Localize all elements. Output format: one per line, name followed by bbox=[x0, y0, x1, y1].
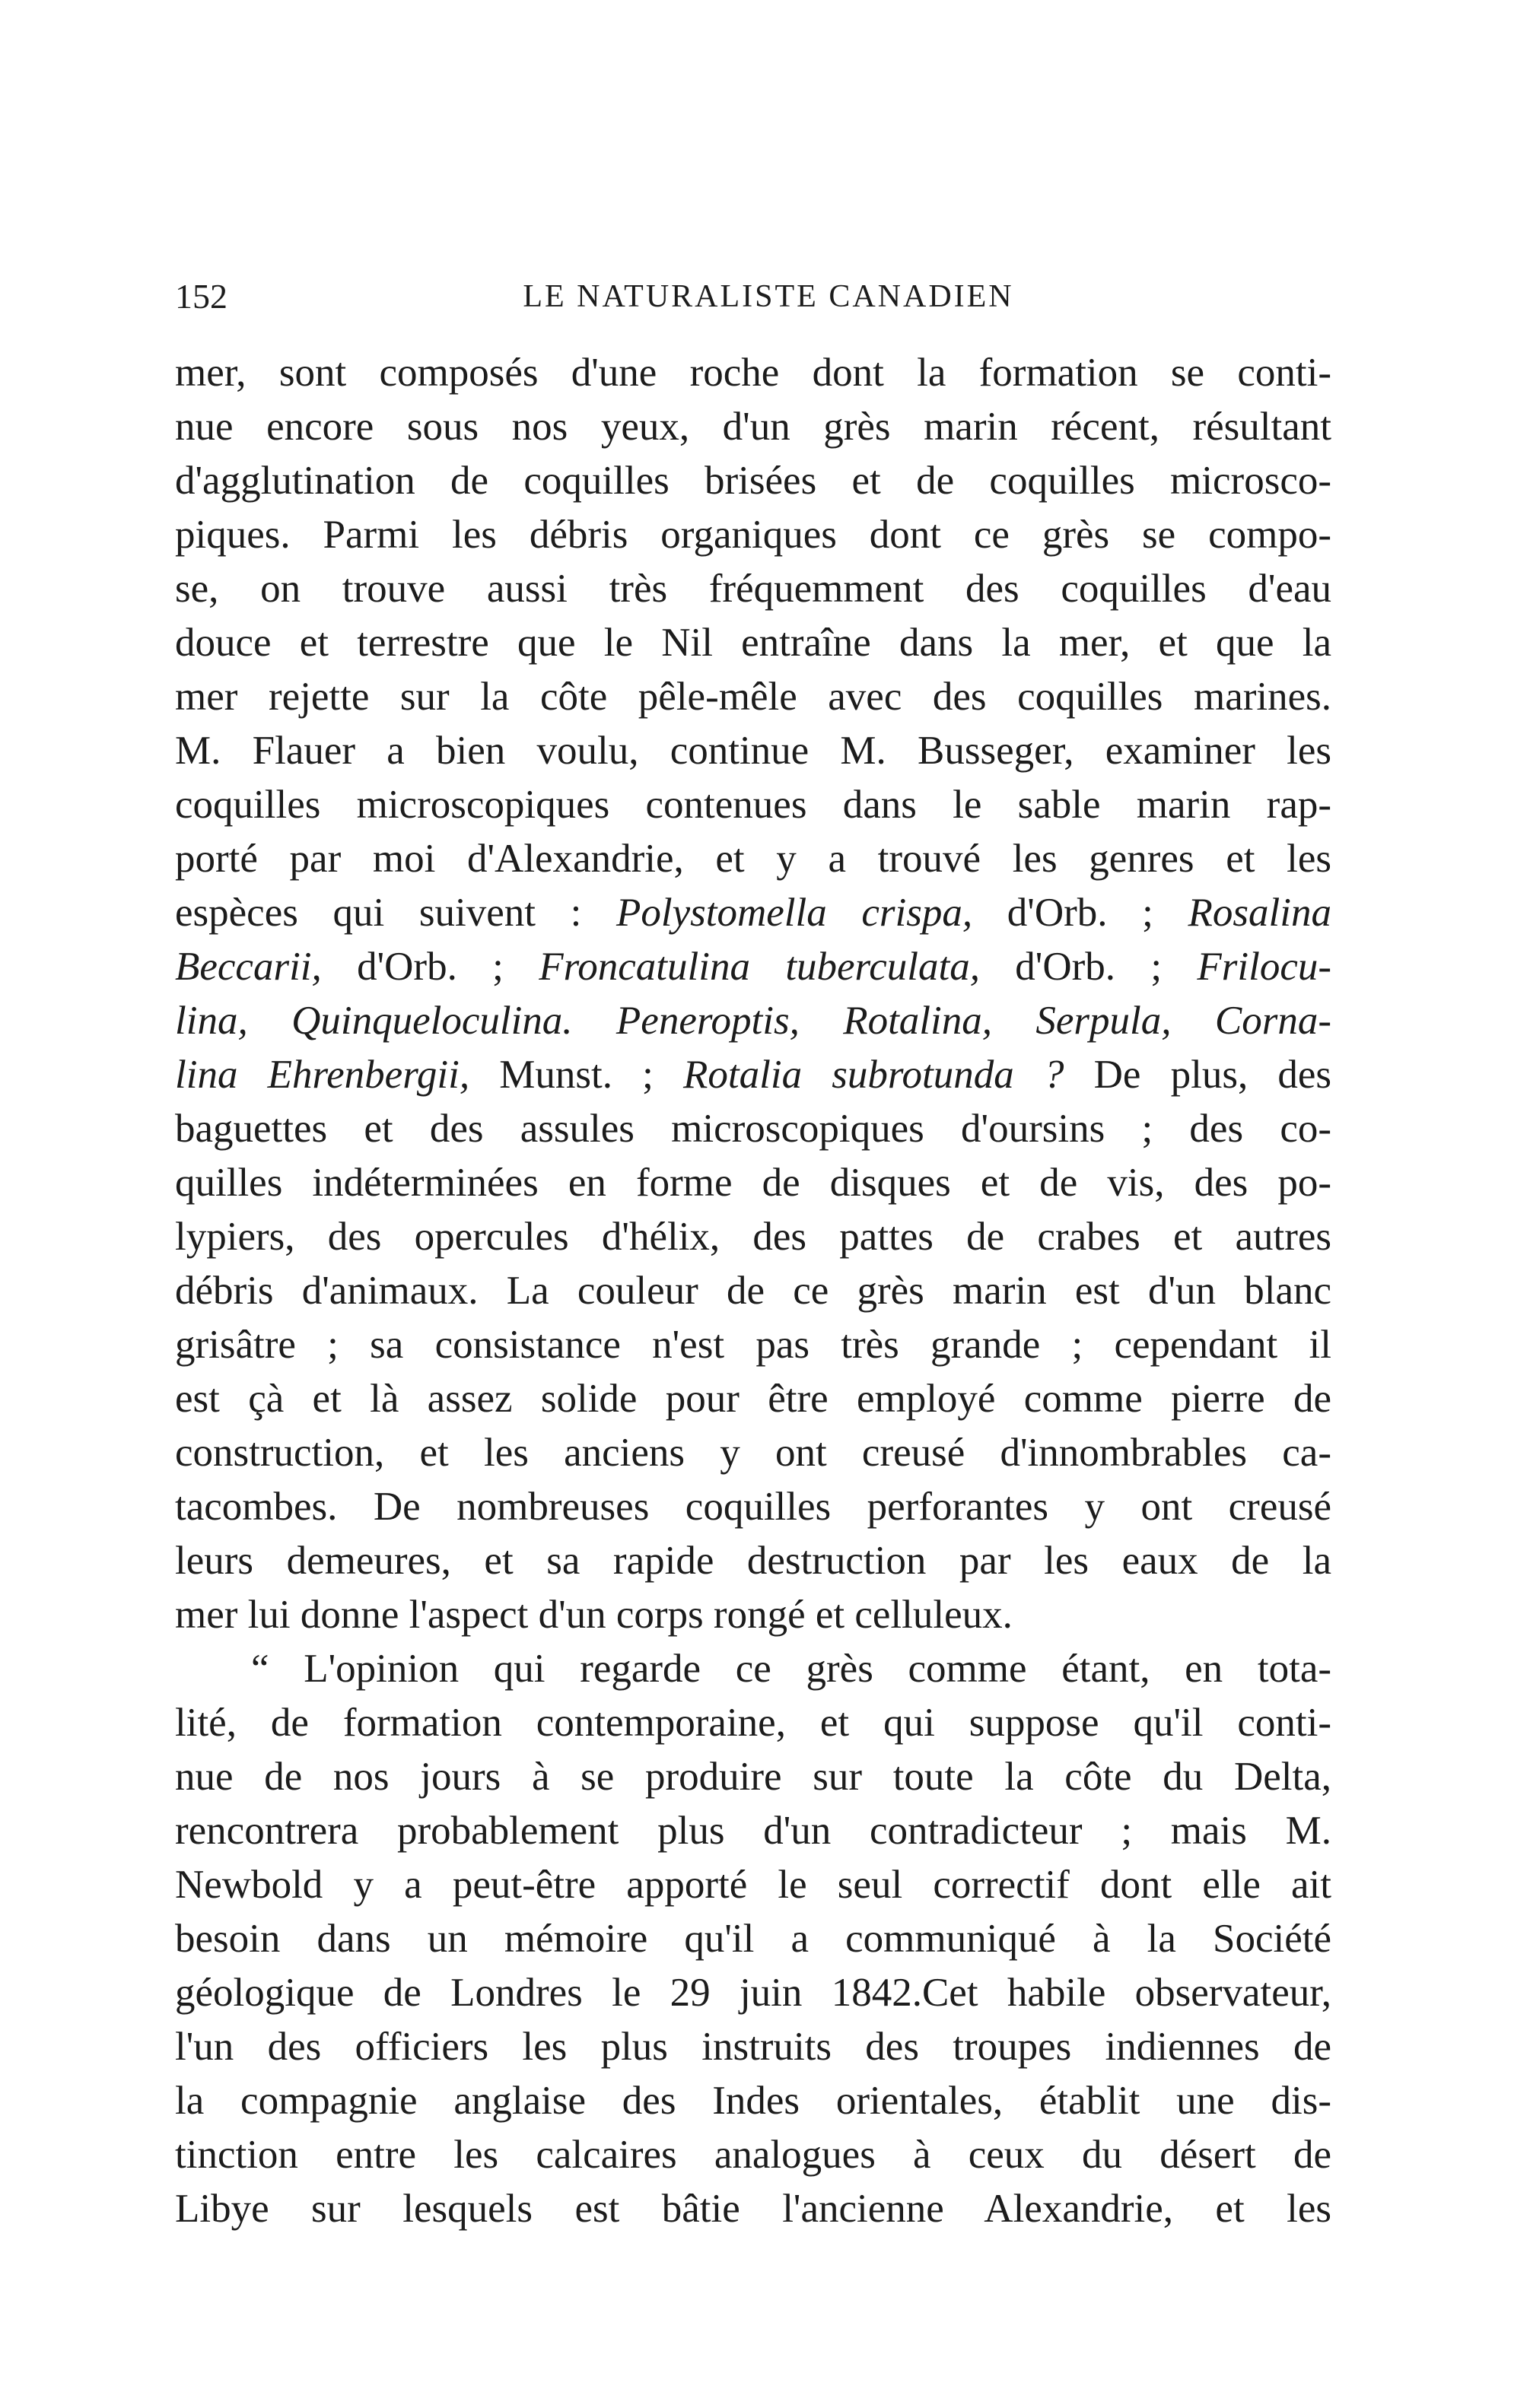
text-line: l'un des officiers les plus instruits des troupes indiennes de bbox=[175, 2025, 1331, 2069]
species-name: Rotalia subrotunda ? bbox=[683, 1053, 1064, 1097]
text-line-species bbox=[175, 940, 1331, 994]
text-line: d'agglutination de coquilles brisées et de coquilles microsco- bbox=[175, 459, 1331, 503]
line-text: Munst. ; bbox=[469, 1053, 654, 1097]
text-line: tinction entre les calcaires analogues à ceux du désert de bbox=[175, 2133, 1331, 2177]
species-name: Polystomella crispa, bbox=[616, 891, 973, 935]
text-line: mer rejette sur la côte pêle-mêle avec des coquilles marines. bbox=[175, 675, 1331, 719]
text-line: rencontrera probablement plus d'un contradicteur ; mais M. bbox=[175, 1809, 1331, 1853]
text-line: coquilles microscopiques contenues dans le sable marin rap- bbox=[175, 783, 1331, 827]
text-line: nue de nos jours à se produire sur toute la côte du Delta, bbox=[175, 1755, 1331, 1799]
text-line-paragraph-end: mer lui donne l'aspect d'un corps rongé et celluleux. bbox=[175, 1593, 1013, 1637]
line-text: espèces qui suivent : bbox=[175, 891, 582, 935]
text-line: M. Flauer a bien voulu, continue M. Busseger, examiner les bbox=[175, 729, 1331, 773]
text-line-species bbox=[175, 886, 1331, 940]
text-line: quilles indéterminées en forme de disques et de vis, des po- bbox=[175, 1161, 1331, 1205]
page-number: 152 bbox=[175, 277, 227, 316]
text-line: lypiers, des opercules d'hélix, des pattes de crabes et autres bbox=[175, 1215, 1331, 1259]
line-text: De plus, des bbox=[1064, 1053, 1331, 1097]
text-line: lité, de formation contemporaine, et qui suppose qu'il conti- bbox=[175, 1701, 1331, 1745]
text-line: mer, sont composés d'une roche dont la formation se conti- bbox=[175, 351, 1331, 395]
species-name: lina, Quinqueloculina. Peneroptis, Rotalina, Serpula, Corna- bbox=[175, 999, 1331, 1043]
species-name: Ehrenbergii, bbox=[267, 1053, 470, 1097]
text-line: baguettes et des assules microscopiques d'oursins ; des co- bbox=[175, 1107, 1331, 1151]
text-line: piques. Parmi les débris organiques dont ce grès se compo- bbox=[175, 513, 1331, 557]
text-line: besoin dans un mémoire qu'il a communiqué à la Société bbox=[175, 1917, 1331, 1961]
text-line: débris d'animaux. La couleur de ce grès marin est d'un blanc bbox=[175, 1269, 1331, 1313]
line-text: d'Orb. ; bbox=[979, 945, 1163, 989]
text-line: se, on trouve aussi très fréquemment des coquilles d'eau bbox=[175, 567, 1331, 611]
text-line: géologique de Londres le 29 juin 1842.Cet habile observateur, bbox=[175, 1971, 1331, 2015]
line-text: d'Orb. ; bbox=[321, 945, 504, 989]
species-name: Beccarii, bbox=[175, 945, 322, 989]
text-line-species bbox=[175, 994, 1331, 1048]
text-line-paragraph-start: “ L'opinion qui regarde ce grès comme étant, en tota- bbox=[251, 1647, 1331, 1691]
species-name: lina bbox=[175, 1053, 238, 1097]
text-line: la compagnie anglaise des Indes orientales, établit une dis- bbox=[175, 2079, 1331, 2123]
text-line-species bbox=[175, 1048, 1331, 1102]
species-name: Frilocu- bbox=[1197, 945, 1331, 989]
text-line: Newbold y a peut-être apporté le seul correctif dont elle ait bbox=[175, 1863, 1331, 1907]
text-line: grisâtre ; sa consistance n'est pas très grande ; cependant il bbox=[175, 1323, 1331, 1367]
running-title: LE NATURALISTE CANADIEN bbox=[523, 279, 1014, 314]
text-line: tacombes. De nombreuses coquilles perforantes y ont creusé bbox=[175, 1485, 1331, 1529]
body-text bbox=[175, 346, 1331, 2236]
book-page bbox=[175, 266, 1331, 2335]
text-line: leurs demeures, et sa rapide destruction par les eaux de la bbox=[175, 1539, 1331, 1583]
text-line: douce et terrestre que le Nil entraîne dans la mer, et que la bbox=[175, 621, 1331, 665]
text-line: est çà et là assez solide pour être employé comme pierre de bbox=[175, 1377, 1331, 1421]
text-line: nue encore sous nos yeux, d'un grès marin récent, résultant bbox=[175, 405, 1331, 449]
line-text: d'Orb. ; bbox=[972, 891, 1153, 935]
page-header bbox=[175, 266, 1331, 327]
species-name: Froncatulina tuberculata, bbox=[539, 945, 980, 989]
text-line: porté par moi d'Alexandrie, et y a trouvé les genres et les bbox=[175, 837, 1331, 881]
species-name: Rosalina bbox=[1188, 891, 1331, 935]
text-line: Libye sur lesquels est bâtie l'ancienne Alexandrie, et les bbox=[175, 2187, 1331, 2231]
text-line: construction, et les anciens y ont creusé d'innombrables ca- bbox=[175, 1431, 1331, 1475]
